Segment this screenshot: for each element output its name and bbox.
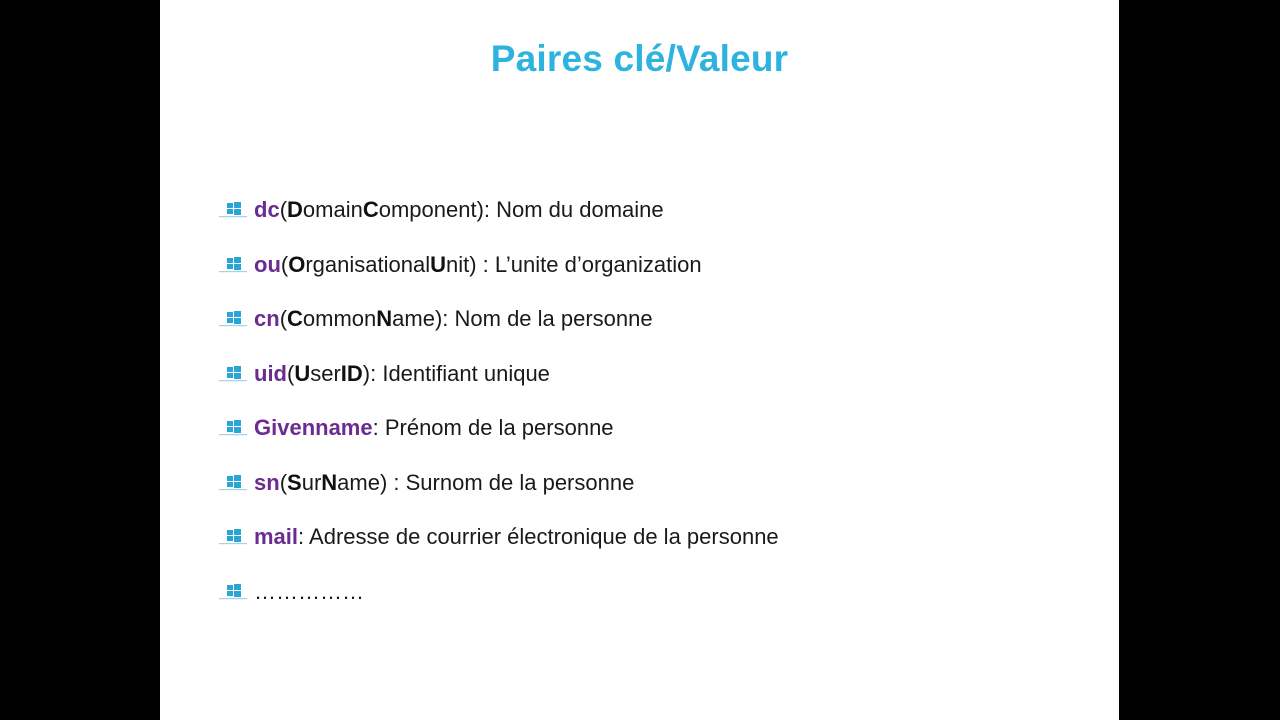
bullet-text: ID bbox=[340, 360, 363, 386]
bullet-text: U bbox=[294, 360, 311, 386]
bullet-list bbox=[218, 183, 779, 619]
bullet-text: omain bbox=[302, 197, 363, 223]
bullet-text: N bbox=[321, 469, 338, 495]
bullet-key: uid bbox=[254, 360, 287, 386]
windows-logo-icon bbox=[218, 419, 248, 437]
bullet-text: : Adresse de courrier électronique de la personne bbox=[298, 524, 779, 550]
bullet-text: ( bbox=[279, 306, 288, 332]
bullet-text: D bbox=[287, 197, 303, 223]
bullet-text: ): Identifiant unique bbox=[362, 360, 550, 386]
windows-logo-icon bbox=[218, 474, 248, 492]
bullet-text: …………… bbox=[254, 578, 364, 604]
bullet-text: ( bbox=[279, 197, 288, 223]
bullet-key: sn bbox=[254, 469, 280, 495]
bullet-text: nit) : L’unite d’organization bbox=[445, 251, 702, 277]
bullet-key: mail bbox=[254, 524, 299, 550]
slide-title: Paires clé/Valeur bbox=[490, 38, 789, 79]
bullet-text: ser bbox=[310, 360, 341, 386]
bullet-text: ommon bbox=[302, 306, 377, 332]
bullet-text: rganisational bbox=[305, 251, 431, 277]
windows-logo-icon bbox=[218, 310, 248, 328]
bullet-text: : Prénom de la personne bbox=[372, 415, 614, 441]
bullet-key: ou bbox=[254, 251, 281, 277]
windows-logo-icon bbox=[218, 256, 248, 274]
bullet-item-ellipsis bbox=[218, 565, 779, 620]
bullet-item-dc bbox=[218, 183, 779, 238]
bullet-text: C bbox=[287, 306, 303, 332]
bullet-text: S bbox=[287, 469, 302, 495]
bullet-text: O bbox=[288, 251, 306, 277]
bullet-item-givenname bbox=[218, 401, 779, 456]
bullet-item-sn bbox=[218, 456, 779, 511]
windows-logo-icon bbox=[218, 365, 248, 383]
bullet-text: omponent): Nom du domaine bbox=[378, 197, 664, 223]
bullet-text: ( bbox=[280, 251, 289, 277]
bullet-text: C bbox=[362, 197, 379, 223]
windows-logo-icon bbox=[218, 583, 248, 601]
bullet-text: U bbox=[430, 251, 446, 277]
bullet-key: dc bbox=[254, 197, 280, 223]
bullet-text: ( bbox=[287, 360, 295, 386]
bullet-item-cn bbox=[218, 292, 779, 347]
bullet-text: ame) : Surnom de la personne bbox=[337, 469, 635, 495]
bullet-text: ( bbox=[279, 469, 288, 495]
presentation-slide bbox=[160, 0, 1119, 720]
bullet-text: ur bbox=[301, 469, 322, 495]
bullet-item-ou bbox=[218, 238, 779, 293]
bullet-text: ame): Nom de la personne bbox=[392, 306, 653, 332]
windows-logo-icon bbox=[218, 201, 248, 219]
bullet-key: cn bbox=[254, 306, 280, 332]
bullet-key: Givenname bbox=[254, 415, 373, 441]
bullet-text: N bbox=[376, 306, 393, 332]
windows-logo-icon bbox=[218, 528, 248, 546]
bullet-item-uid bbox=[218, 347, 779, 402]
bullet-item-mail bbox=[218, 510, 779, 565]
